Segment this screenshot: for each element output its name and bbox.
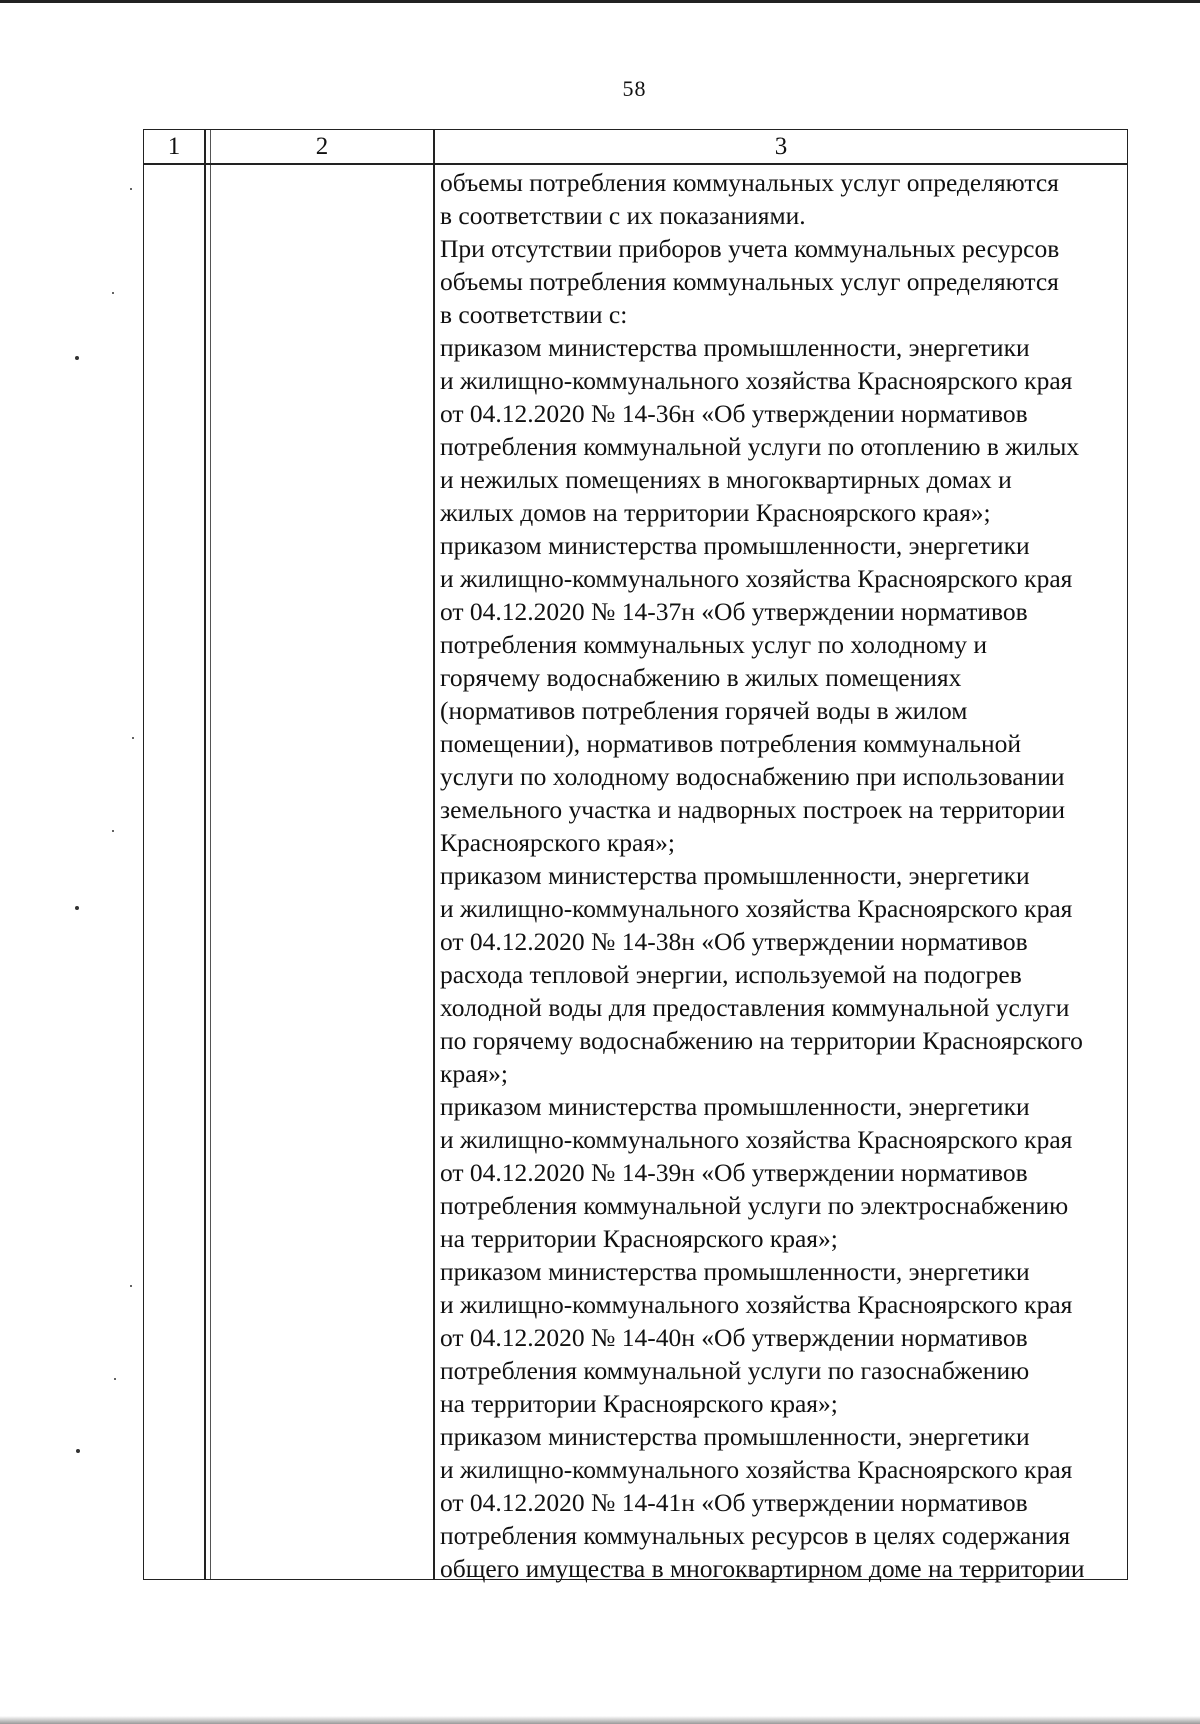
scan-speck <box>112 830 114 832</box>
scan-speck <box>76 1449 80 1453</box>
text-line: и жилищно-коммунального хозяйства Красноярского края <box>440 366 1073 395</box>
text-line: на территории Красноярского края»; <box>440 1224 838 1253</box>
column-divider-2 <box>433 130 435 1579</box>
page-number: 58 <box>622 76 647 101</box>
text-line: и жилищно-коммунального хозяйства Красноярского края <box>440 1290 1073 1319</box>
text-line: от 04.12.2020 № 14-38н «Об утверждении нормативов <box>440 927 1028 956</box>
text-line: от 04.12.2020 № 14-36н «Об утверждении нормативов <box>440 399 1028 428</box>
column-header-3: 3 <box>774 133 788 160</box>
text-line: и жилищно-коммунального хозяйства Красноярского края <box>440 1125 1073 1154</box>
text-line: помещении), нормативов потребления коммунальной <box>440 729 1022 758</box>
scan-speck <box>75 906 79 910</box>
scan-speck <box>114 1378 116 1380</box>
text-line: При отсутствии приборов учета коммунальных ресурсов <box>440 234 1060 263</box>
text-line: от 04.12.2020 № 14-37н «Об утверждении нормативов <box>440 597 1028 626</box>
scan-speck <box>130 1285 132 1287</box>
text-line: по горячему водоснабжению на территории Красноярского <box>440 1026 1083 1055</box>
text-line: и нежилых помещениях в многоквартирных домах и <box>440 465 1012 494</box>
text-line: потребления коммунальной услуги по электроснабжению <box>440 1191 1069 1220</box>
text-line: от 04.12.2020 № 14-40н «Об утверждении нормативов <box>440 1323 1028 1352</box>
text-line: и жилищно-коммунального хозяйства Красноярского края <box>440 894 1073 923</box>
text-line: и жилищно-коммунального хозяйства Красноярского края <box>440 564 1073 593</box>
text-line: на территории Красноярского края»; <box>440 1389 838 1418</box>
text-line: от 04.12.2020 № 14-39н «Об утверждении нормативов <box>440 1158 1028 1187</box>
text-line: в соответствии с их показаниями. <box>440 201 806 230</box>
text-line: объемы потребления коммунальных услуг определяются <box>440 267 1059 296</box>
text-line: потребления коммунальных услуг по холодному и <box>440 630 988 659</box>
text-line: и жилищно-коммунального хозяйства Красноярского края <box>440 1455 1073 1484</box>
text-line: услуги по холодному водоснабжению при использовании <box>440 762 1065 791</box>
column-divider-1 <box>204 130 206 1579</box>
text-line: жилых домов на территории Красноярского края»; <box>440 498 991 527</box>
column-divider-1b <box>210 130 211 1579</box>
column-header-2: 2 <box>315 133 329 160</box>
scan-speck <box>130 188 132 190</box>
header-divider <box>144 163 1127 165</box>
text-line: потребления коммунальных ресурсов в целях содержания <box>440 1521 1071 1550</box>
text-line: потребления коммунальной услуги по отоплению в жилых <box>440 432 1080 461</box>
text-line: приказом министерства промышленности, энергетики <box>440 531 1030 560</box>
text-line: приказом министерства промышленности, энергетики <box>440 1257 1030 1286</box>
column-header-1: 1 <box>167 133 181 160</box>
text-line: в соответствии с: <box>440 300 628 329</box>
text-line: приказом министерства промышленности, энергетики <box>440 861 1030 890</box>
text-line: приказом министерства промышленности, энергетики <box>440 1422 1030 1451</box>
scan-speck <box>132 737 134 739</box>
text-line: расхода тепловой энергии, используемой на подогрев <box>440 960 1022 989</box>
text-line: приказом министерства промышленности, энергетики <box>440 1092 1030 1121</box>
text-line: объемы потребления коммунальных услуг определяются <box>440 168 1059 197</box>
text-line: потребления коммунальной услуги по газоснабжению <box>440 1356 1030 1385</box>
document-table <box>143 129 1128 1583</box>
scan-speck <box>75 356 79 360</box>
text-line: от 04.12.2020 № 14-41н «Об утверждении нормативов <box>440 1488 1028 1517</box>
text-line: (нормативов потребления горячей воды в жилом <box>440 696 968 725</box>
text-line: холодной воды для предоставления коммунальной услуги <box>440 993 1070 1022</box>
column-3-text <box>440 166 1128 1585</box>
scan-speck <box>112 292 114 294</box>
text-line: Красноярского края»; <box>440 828 675 857</box>
text-line: земельного участка и надворных построек на территории <box>440 795 1066 824</box>
scan-border-top <box>0 0 1200 3</box>
scan-border-bottom <box>0 1716 1200 1724</box>
text-line: края»; <box>440 1059 509 1088</box>
text-line: общего имущества в многоквартирном доме на территории <box>440 1554 1085 1583</box>
text-line: приказом министерства промышленности, энергетики <box>440 333 1030 362</box>
text-line: горячему водоснабжению в жилых помещениях <box>440 663 962 692</box>
